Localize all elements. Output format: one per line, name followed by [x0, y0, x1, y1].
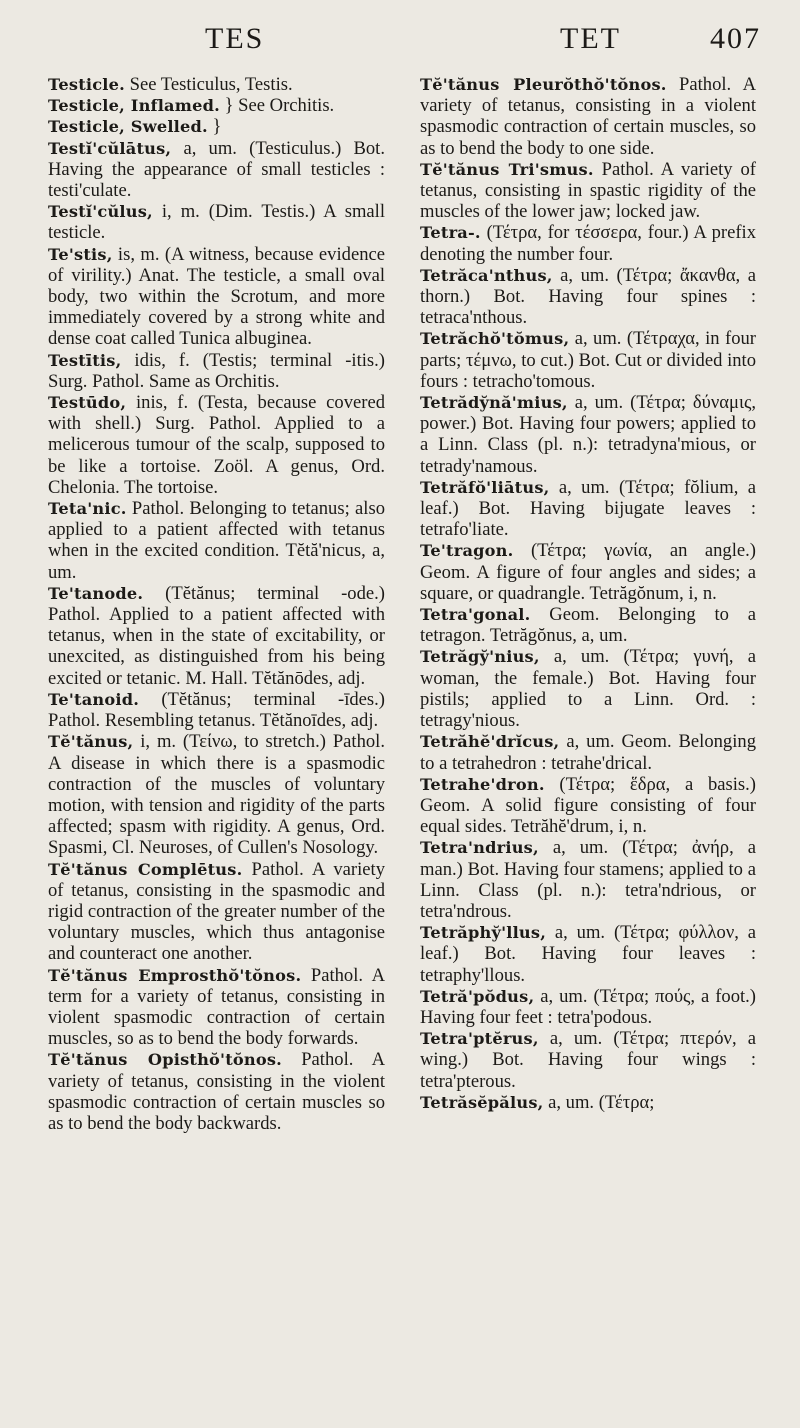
right-column — [420, 74, 756, 1113]
dictionary-entry — [420, 159, 756, 223]
dictionary-entry — [48, 138, 385, 202]
entry-definition: inis, f. (Testa, because covered with shell.) Surg. Pathol. Applied to a melicerous tumour of the scalp, supposed to be like a tortoise. Zoöl. A genus, Ord. Chelonia. The tortoise. — [48, 392, 385, 498]
entry-definition: } See Orchitis. — [219, 95, 335, 117]
entry-headword: Tĕ'tănus Complētus. — [48, 859, 243, 879]
entry-definition: Pathol. A variety of tetanus, consisting in a violent spasmodic contraction of certain muscles, so as to bend the body to one side. — [420, 74, 757, 159]
entry-definition: (Τέτρα, for τέσσερα, four.) A prefix denoting the number four. — [420, 222, 756, 265]
entry-definition: a, um. Geom. Belonging to a tetrahedron : tetrahe'drical. — [420, 731, 756, 774]
dictionary-entry — [420, 477, 756, 541]
dictionary-entry — [420, 392, 756, 477]
dictionary-entry — [420, 922, 756, 986]
page-number: 407 — [710, 22, 761, 55]
entry-definition: a, um. (Τέτρα; φύλλον, a leaf.) Bot. Having four leaves : tetraphy'llous. — [420, 922, 756, 986]
dictionary-entry — [48, 74, 385, 95]
entry-headword: Testūdo, — [48, 393, 127, 413]
entry-headword: Te'tanode. — [48, 583, 144, 603]
entry-headword: Testĭ'cŭlus, — [48, 202, 153, 222]
entry-headword: Tetrăsĕpălus, — [420, 1092, 544, 1112]
entry-headword: Testicle. — [48, 75, 125, 94]
entry-definition: a, um. (Τέτρα; δύναμις, power.) Bot. Having four powers; applied to a Linn. Class (pl. n.): tetradyna'mious, or tetrady'namous. — [420, 392, 756, 477]
entry-definition: Pathol. A variety of tetanus, consisting in the violent spasmodic contraction of certain muscles so as to bend the body backwards. — [48, 1049, 385, 1134]
entry-headword: Tetră'pŏdus, — [420, 986, 535, 1006]
entry-headword: Te'stis, — [48, 244, 113, 264]
entry-headword: Testītis, — [48, 350, 122, 370]
entry-headword: Tetra-. — [420, 223, 481, 243]
entry-definition: Geom. Belonging to a tetragon. Tetrăgŏnus, a, um. — [420, 604, 756, 647]
page-header — [0, 22, 800, 62]
entry-definition: a, um. (Τέτρα; fŏlium, a leaf.) Bot. Having bijugate leaves : tetrafo'liate. — [420, 476, 756, 541]
entry-definition: a, um. (Τέτραχα, in four parts; τέμνω, to cut.) Bot. Cut or divided into fours : tetracho'tomous. — [420, 328, 756, 392]
dictionary-entry — [420, 604, 756, 646]
dictionary-entry — [420, 1092, 756, 1113]
dictionary-entry — [48, 689, 385, 731]
dictionary-entry — [420, 646, 756, 731]
entry-definition: is, m. (A witness, because evidence of virility.) Anat. The testicle, a small oval body, two within the Scrotum, and more immediately covered by a strong white and dense coat called Tunica albuginea. — [48, 243, 385, 350]
dictionary-entry — [48, 965, 385, 1050]
entry-headword: Tetrăca'nthus, — [420, 265, 553, 285]
entry-definition: a, um. (Τέτρα; πούς, a foot.) Having four feet : tetra'podous. — [420, 985, 756, 1028]
entry-definition: a, um. (Τέτρα; πτερόν, a wing.) Bot. Having four wings : tetra'pterous. — [420, 1028, 756, 1092]
dictionary-entry — [420, 837, 756, 922]
entry-definition: i, m. (Τείνω, to stretch.) Pathol. A disease in which there is a spasmodic contraction of the muscles of voluntary motion, with tension and rigidity of the parts affected; spasm with rigidity. A genus, Ord. Spasmi, Cl. Neuroses, of Cullen's Nosology. — [48, 731, 385, 859]
entry-definition: Pathol. A term for a variety of tetanus, consisting in violent spasmodic contraction of certain muscles, so as to bend the body forwards. — [48, 964, 385, 1050]
entry-definition: (Tĕtănus; terminal -īdes.) Pathol. Resembling tetanus. Tĕtănoīdes, adj. — [48, 688, 385, 732]
entry-definition: idis, f. (Testis; terminal -itis.) Surg. Pathol. Same as Orchitis. — [48, 349, 385, 392]
entry-headword: Tetra'gonal. — [420, 605, 531, 625]
entry-definition: } — [207, 116, 222, 138]
dictionary-entry — [420, 74, 756, 159]
entry-definition: (Tĕtănus; terminal -ode.) Pathol. Applied to a patient affected with tetanus, when in the state of excitability, or unexcited, as distinguished from his being excited or tetanic. M. Hall. Tĕtănōdes, adj. — [48, 582, 385, 689]
entry-headword: Testicle, Swelled. — [48, 117, 208, 137]
dictionary-entry — [420, 731, 756, 773]
entry-headword: Tĕ'tănus Tri'smus. — [420, 159, 594, 179]
entry-headword: Tetrăhĕ'drĭcus, — [420, 732, 560, 752]
dictionary-entry — [48, 1049, 385, 1134]
entry-definition: (Τέτρα; ἕδρα, a basis.) Geom. A solid figure consisting of four equal sides. Tetrăhĕ'drum, i, n. — [420, 773, 756, 838]
dictionary-entry — [48, 392, 385, 498]
dictionary-entry — [48, 350, 385, 392]
dictionary-entry — [48, 244, 385, 350]
running-head-right: TET — [560, 22, 621, 55]
entry-definition: See Testiculus, Testis. — [124, 74, 293, 95]
entry-definition: Pathol. A variety of tetanus, consisting in spastic rigidity of the muscles of the lower jaw; locked jaw. — [420, 158, 756, 223]
entry-headword: Tetrăchŏ'tŏmus, — [420, 329, 570, 349]
dictionary-entry — [48, 498, 385, 583]
dictionary-entry — [420, 265, 756, 329]
entry-definition: a, um. (Τέτρα; ἄκανθα, a thorn.) Bot. Having four spines : tetraca'nthous. — [420, 264, 756, 329]
entry-headword: Tetrăgy̆'nius, — [420, 647, 540, 667]
entry-headword: Tetrahe'dron. — [420, 774, 545, 794]
entry-headword: Tĕ'tănus Emprosthŏ'tŏnos. — [48, 965, 302, 985]
left-column — [48, 74, 385, 1134]
dictionary-entry — [48, 859, 385, 965]
dictionary-entry — [48, 201, 385, 243]
entry-headword: Testicle, Inflamed. — [48, 96, 220, 116]
entry-headword: Tetrăphy̆'llus, — [420, 923, 547, 943]
dictionary-entry — [420, 1028, 756, 1092]
entry-definition: i, m. (Dim. Testis.) A small testicle. — [48, 201, 385, 244]
dictionary-entry — [48, 583, 385, 689]
entry-headword: Teta'nic. — [48, 499, 127, 519]
entry-definition: a, um. (Testiculus.) Bot. Having the appearance of small testicles : testi'culate. — [48, 137, 385, 202]
entry-headword: Tetrădy̆nă'mius, — [420, 393, 568, 413]
entry-definition: a, um. (Τέτρα; — [543, 1091, 655, 1113]
dictionary-entry — [48, 95, 385, 116]
dictionary-entry — [48, 116, 385, 137]
entry-definition: Pathol. A variety of tetanus, consisting in the spasmodic and rigid contraction of the greater number of the voluntary muscles, which thus antagonise and counteract one another. — [48, 858, 385, 965]
entry-headword: Tetra'ptĕrus, — [420, 1029, 539, 1049]
entry-headword: Tĕ'tănus Pleurŏthŏ'tŏnos. — [420, 75, 667, 94]
entry-headword: Te'tragon. — [420, 541, 514, 561]
entry-definition: (Τέτρα; γωνία, an angle.) Geom. A figure of four angles and sides; a square, or quadrangle. Tetrăgŏnum, i, n. — [420, 540, 756, 604]
dictionary-entry — [420, 774, 756, 838]
dictionary-entry — [420, 222, 756, 264]
dictionary-entry — [420, 328, 756, 392]
entry-headword: Tetra'ndrius, — [420, 838, 539, 858]
running-head-left: TES — [205, 22, 265, 55]
dictionary-entry — [420, 986, 756, 1028]
entry-definition: a, um. (Τέτρα; γυνή, a woman, the female.) Bot. Having four pistils; applied to a Linn. Ord. : tetragy'nious. — [420, 646, 756, 732]
entry-headword: Tĕ'tănus, — [48, 732, 134, 752]
entry-definition: a, um. (Τέτρα; ἀνήρ, a man.) Bot. Having four stamens; applied to a Linn. Class (pl. n.): tetra'ndrious, or tetra'ndrous. — [420, 837, 756, 922]
dictionary-entry — [420, 540, 756, 604]
entry-headword: Tetrăfŏ'liātus, — [420, 477, 550, 497]
dictionary-entry — [48, 731, 385, 858]
entry-headword: Te'tanoid. — [48, 689, 140, 709]
entry-headword: Tĕ'tănus Opisthŏ'tŏnos. — [48, 1050, 282, 1070]
entry-headword: Testĭ'cŭlātus, — [48, 138, 172, 158]
entry-definition: Pathol. Belonging to tetanus; also applied to a patient affected with tetanus when in the excited condition. Tĕtă'nicus, a, um. — [48, 498, 385, 583]
